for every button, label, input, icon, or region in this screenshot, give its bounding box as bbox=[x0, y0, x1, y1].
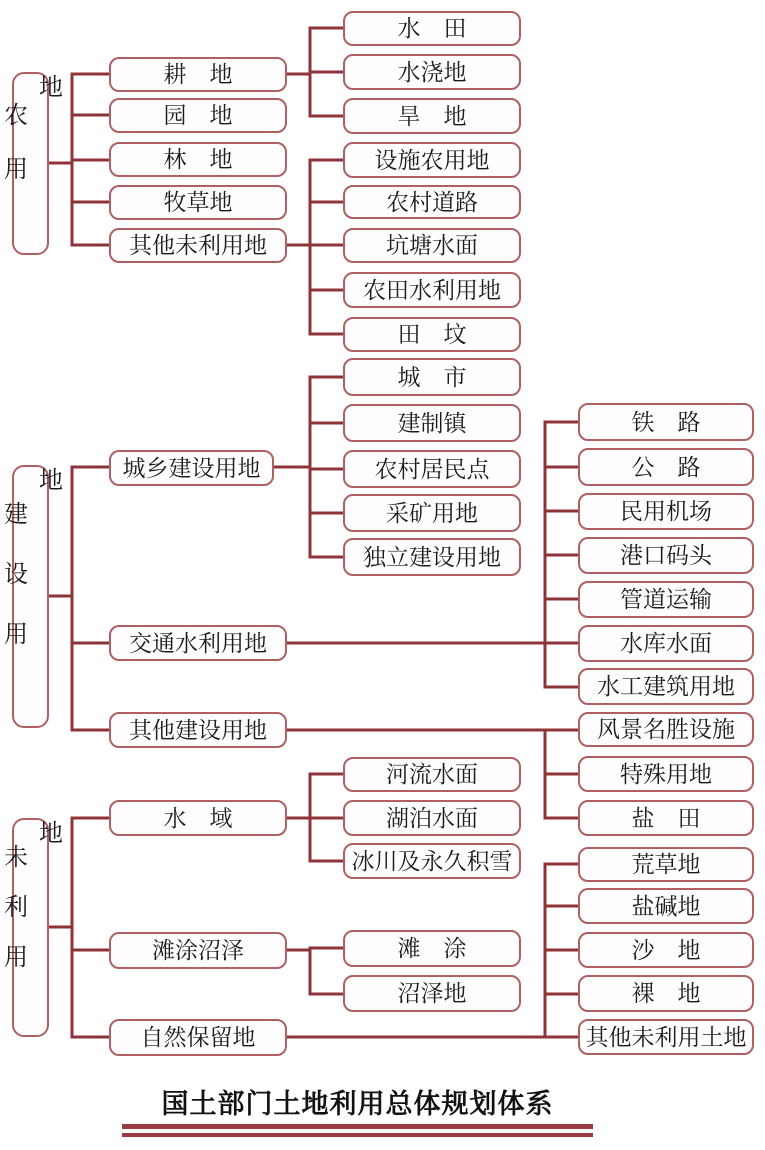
node-tidal-flat: 滩 涂 bbox=[343, 930, 521, 967]
node-bare-land: 裸 地 bbox=[578, 975, 754, 1012]
node-marsh-land: 沼泽地 bbox=[343, 975, 521, 1012]
title-underline-top bbox=[122, 1124, 593, 1129]
node-waste-grassland: 荒草地 bbox=[578, 847, 754, 882]
node-city: 城 市 bbox=[343, 358, 521, 396]
node-independent-construction-land: 独立建设用地 bbox=[343, 538, 521, 576]
node-mining-land: 采矿用地 bbox=[343, 494, 521, 532]
node-natural-reserved-land: 自然保留地 bbox=[109, 1019, 287, 1056]
node-unused-land: 未利用地 bbox=[12, 818, 49, 1037]
node-irrigated-land: 水浇地 bbox=[343, 54, 521, 90]
node-dry-land: 旱 地 bbox=[343, 98, 521, 134]
node-cultivated-land: 耕 地 bbox=[109, 57, 287, 92]
node-forest-land: 林 地 bbox=[109, 142, 287, 177]
node-tidal-flat-marsh: 滩涂沼泽 bbox=[109, 932, 287, 969]
node-lake-water-surface: 湖泊水面 bbox=[343, 800, 521, 836]
node-pipeline-transport: 管道运输 bbox=[578, 581, 754, 618]
node-saline-alkali-land: 盐碱地 bbox=[578, 888, 754, 924]
connector-other-agricultural-group bbox=[287, 160, 343, 334]
node-civil-airport: 民用机场 bbox=[578, 493, 754, 530]
node-water-area: 水 域 bbox=[109, 800, 287, 836]
node-pasture-land: 牧草地 bbox=[109, 185, 287, 220]
node-garden-land: 园 地 bbox=[109, 98, 287, 133]
node-urban-rural-construction-land: 城乡建设用地 bbox=[109, 450, 274, 486]
node-river-water-surface: 河流水面 bbox=[343, 757, 521, 792]
node-rural-road: 农村道路 bbox=[343, 185, 521, 219]
node-sandy-land: 沙 地 bbox=[578, 932, 754, 968]
diagram-title: 国土部门土地利用总体规划体系 bbox=[161, 1089, 554, 1119]
title-underline-bottom bbox=[122, 1133, 593, 1137]
node-glacier-permanent-snow: 冰川及永久积雪 bbox=[343, 843, 521, 879]
node-port-wharf: 港口码头 bbox=[578, 537, 754, 574]
node-pond-water-surface: 坑塘水面 bbox=[343, 228, 521, 263]
node-hydraulic-construction-land: 水工建筑用地 bbox=[578, 668, 754, 705]
node-rural-settlement: 农村居民点 bbox=[343, 450, 521, 488]
node-other-unused-land: 其他未利用土地 bbox=[578, 1019, 754, 1055]
node-construction-land: 建设用地 bbox=[12, 465, 49, 728]
node-facility-agricultural-land: 设施农用地 bbox=[343, 142, 521, 178]
connector-tidal-flat-marsh-group bbox=[287, 948, 343, 994]
node-highway: 公 路 bbox=[578, 448, 754, 486]
node-reservoir-water-surface: 水库水面 bbox=[578, 625, 754, 662]
node-scenic-facilities: 风景名胜设施 bbox=[578, 712, 754, 747]
node-designated-town: 建制镇 bbox=[343, 404, 521, 442]
node-farmland-water-conservancy-land: 农田水利用地 bbox=[343, 272, 521, 308]
node-agricultural-land: 农用地 bbox=[12, 72, 49, 255]
node-field-ridge: 田 坟 bbox=[343, 317, 521, 352]
node-paddy-field: 水 田 bbox=[343, 11, 521, 46]
node-transport-water-conservancy-land: 交通水利用地 bbox=[109, 625, 287, 661]
connector-urban-rural-group bbox=[274, 377, 343, 557]
node-railway: 铁 路 bbox=[578, 403, 754, 441]
node-other-agricultural-land: 其他未利用地 bbox=[109, 228, 287, 263]
node-salt-field: 盐 田 bbox=[578, 800, 754, 836]
connector-water-area-group bbox=[287, 774, 343, 861]
connector-cultivated-land-group bbox=[287, 28, 343, 116]
node-special-land: 特殊用地 bbox=[578, 756, 754, 792]
node-other-construction-land: 其他建设用地 bbox=[109, 712, 287, 748]
